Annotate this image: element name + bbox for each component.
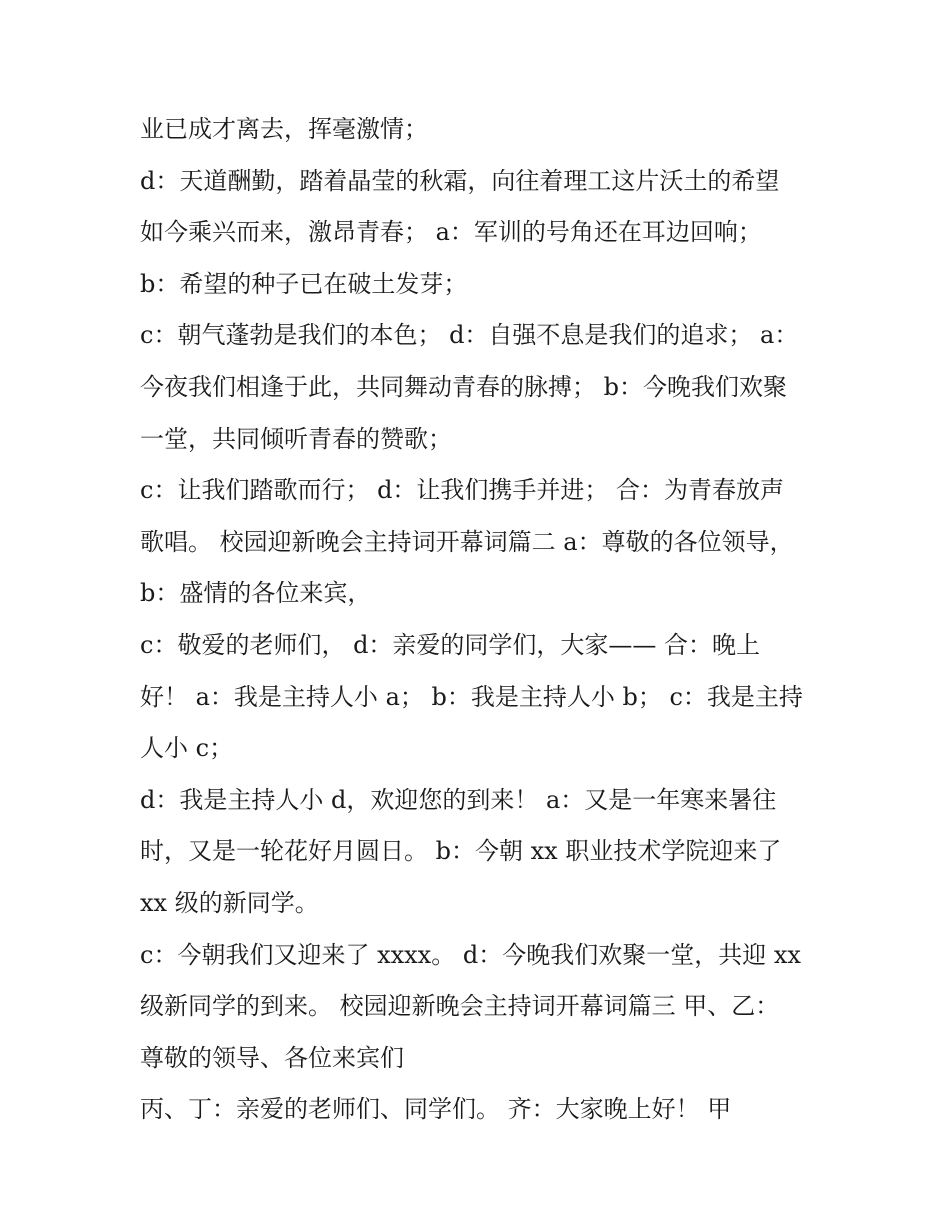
text-line: 尊敬的领导、各位来宾们 — [140, 1043, 404, 1072]
text-line: 一堂，共同倾听青春的赞歌； — [140, 424, 452, 453]
text-line: d：我是主持人小 d，欢迎您的到来！ a：又是一年寒来暑往 — [140, 785, 777, 814]
text-line: 今夜我们相逢于此，共同舞动青春的脉搏； b：今晚我们欢聚 — [140, 372, 787, 401]
text-line: c：朝气蓬勃是我们的本色； d：自强不息是我们的追求； a： — [140, 321, 799, 350]
text-line: 级新同学的到来。 校园迎新晚会主持词开幕词篇三 甲、乙： — [140, 992, 780, 1021]
text-line: c：让我们踏歌而行； d：让我们携手并进； 合：为青春放声 — [140, 476, 785, 505]
text-line: 时，又是一轮花好月圆日。 b：今朝 xx 职业技术学院迎来了 — [140, 837, 782, 866]
text-line: c：敬爱的老师们， d：亲爱的同学们，大家—— 合：晚上 — [140, 630, 761, 659]
body-text — [140, 104, 820, 1136]
text-line: d：天道酬勤，踏着晶莹的秋霜，向往着理工这片沃土的希望 — [140, 166, 780, 195]
text-line: b：希望的种子已在破土发芽； — [140, 269, 468, 298]
text-line: 人小 c； — [140, 734, 234, 763]
text-line: 丙、丁：亲爱的老师们、同学们。 齐：大家晚上好！ 甲 — [140, 1095, 732, 1124]
text-line: c：今朝我们又迎来了 xxxx。 d：今晚我们欢聚一堂，共迎 xx — [140, 940, 801, 969]
text-line: 歌唱。 校园迎新晚会主持词开幕词篇二 a：尊敬的各位领导， — [140, 527, 794, 556]
text-line: 如今乘兴而来，激昂青春； a：军训的号角还在耳边回响； — [140, 218, 762, 247]
text-line: xx 级的新同学。 — [140, 888, 319, 917]
text-line: 好！ a：我是主持人小 a； b：我是主持人小 b； c：我是主持 — [140, 682, 803, 711]
text-line: 业已成才离去，挥毫激情； — [140, 115, 428, 143]
text-line: b：盛情的各位来宾， — [140, 579, 372, 608]
